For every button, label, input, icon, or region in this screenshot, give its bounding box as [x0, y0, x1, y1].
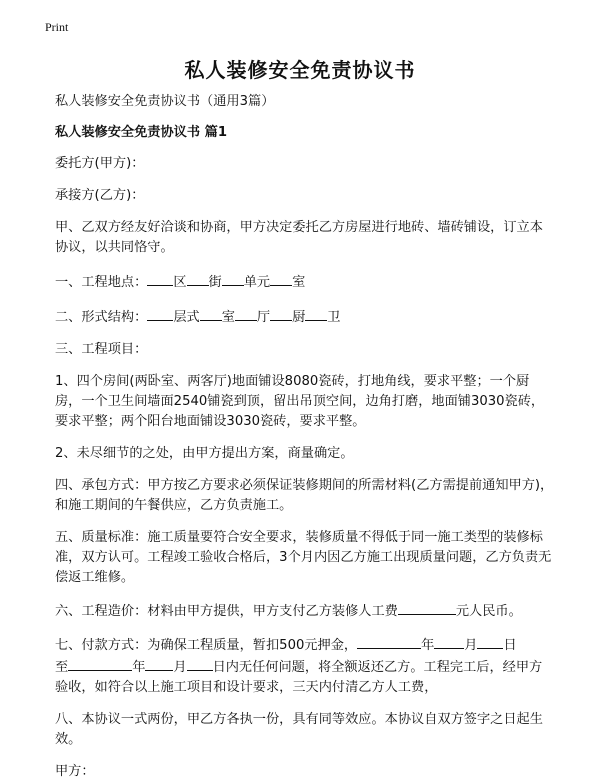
print-link[interactable]: Print — [45, 20, 69, 34]
unit-label: 月 — [464, 638, 478, 653]
clause-8-copies: 八、本协议一式两份，甲乙方各执一份，具有同等效应。本协议自双方签字之日起生效。 — [55, 712, 543, 747]
clause-label: 二、形式结构： — [55, 310, 148, 325]
unit-label: 厅 — [256, 310, 271, 325]
clause-2-structure — [55, 306, 555, 328]
blank-field — [235, 306, 257, 321]
unit-label: 室 — [221, 310, 235, 325]
subtitle: 私人装修安全免责协议书（通用3篇） — [55, 94, 275, 109]
unit-label: 月 — [173, 660, 187, 675]
blank-field — [187, 656, 213, 671]
unit-label: 卫 — [327, 310, 341, 325]
clause-3-item-2: 2、未尽细节的之处，由甲方提出方案，商量确定。 — [55, 446, 354, 461]
unit-label: 日 — [503, 638, 517, 653]
clause-7-payment — [55, 634, 555, 698]
blank-field — [477, 634, 503, 649]
clause-3-heading: 三、工程项目： — [55, 342, 148, 357]
blank-field — [434, 634, 464, 649]
unit-label: 单元 — [243, 275, 271, 290]
clause-6-cost — [55, 600, 555, 622]
clause-label: 一、工程地点： — [55, 275, 148, 290]
clause-3-item-1: 1、四个房间(两卧室、两客厅)地面铺设8080瓷砖，打地角线，要求平整；一个厨房，一个卫生间墙面2540铺瓷到顶，留出吊顶空间，边角打磨，地面铺3030瓷砖，要求平整；两个阳台地面铺设3030瓷砖，要求平整。 — [55, 374, 545, 429]
clause-4-contract-mode: 四、承包方式：甲方按乙方要求必须保证装修期间的所需材料(乙方需提前通知甲方)，和施工期间的午餐供应，乙方负责施工。 — [55, 478, 554, 513]
unit-label: 街 — [208, 275, 222, 290]
document-body — [55, 92, 555, 782]
unit-label: 室 — [292, 275, 306, 290]
section-heading: 私人装修安全免责协议书 篇1 — [55, 125, 228, 140]
unit-label: 年 — [421, 638, 435, 653]
unit-label: 年 — [132, 660, 146, 675]
blank-field — [145, 656, 173, 671]
party-a-signature: 甲方： — [55, 764, 95, 779]
clause-5-quality: 五、质量标准：施工质量要符合安全要求，装修质量不得低于同一施工类型的装修标准，双方认可。工程竣工验收合格后，3个月内因乙方施工出现质量问题，乙方负责无偿返工维修。 — [55, 530, 552, 585]
unit-label: 元人民币。 — [455, 604, 522, 619]
blank-field — [305, 306, 327, 321]
blank-field — [270, 271, 292, 286]
blank-field — [200, 306, 222, 321]
intro-paragraph: 甲、乙双方经友好洽谈和协商，甲方决定委托乙方房屋进行地砖、墙砖铺设，订立本协议，以共同恪守。 — [55, 220, 543, 255]
blank-field — [398, 600, 456, 615]
unit-label: 区 — [173, 275, 187, 290]
blank-field — [222, 271, 244, 286]
clause-7-remainder: 日内无任何问题，将全额返还乙方。工程完工后，经甲方验收，如符合以上施工项目和设计要求，三天内付清乙方人工费， — [55, 660, 543, 695]
clause-1-location — [55, 271, 555, 293]
page-title: 私人装修安全免责协议书 — [184, 58, 416, 82]
blank-field — [270, 306, 292, 321]
unit-label: 层式 — [173, 310, 200, 325]
clause-label: 七、付款方式：为确保工程质量，暂扣500元押金， — [55, 638, 358, 653]
clause-label: 六、工程造价：材料由甲方提供，甲方支付乙方装修人工费 — [55, 604, 398, 619]
blank-field — [68, 656, 132, 671]
blank-field — [187, 271, 209, 286]
client-line: 委托方(甲方)： — [55, 156, 145, 171]
contractor-line: 承接方(乙方)： — [55, 188, 145, 203]
blank-field — [147, 271, 173, 286]
blank-field — [147, 306, 173, 321]
unit-label: 至 — [55, 660, 69, 675]
blank-field — [357, 634, 421, 649]
unit-label: 厨 — [292, 310, 306, 325]
